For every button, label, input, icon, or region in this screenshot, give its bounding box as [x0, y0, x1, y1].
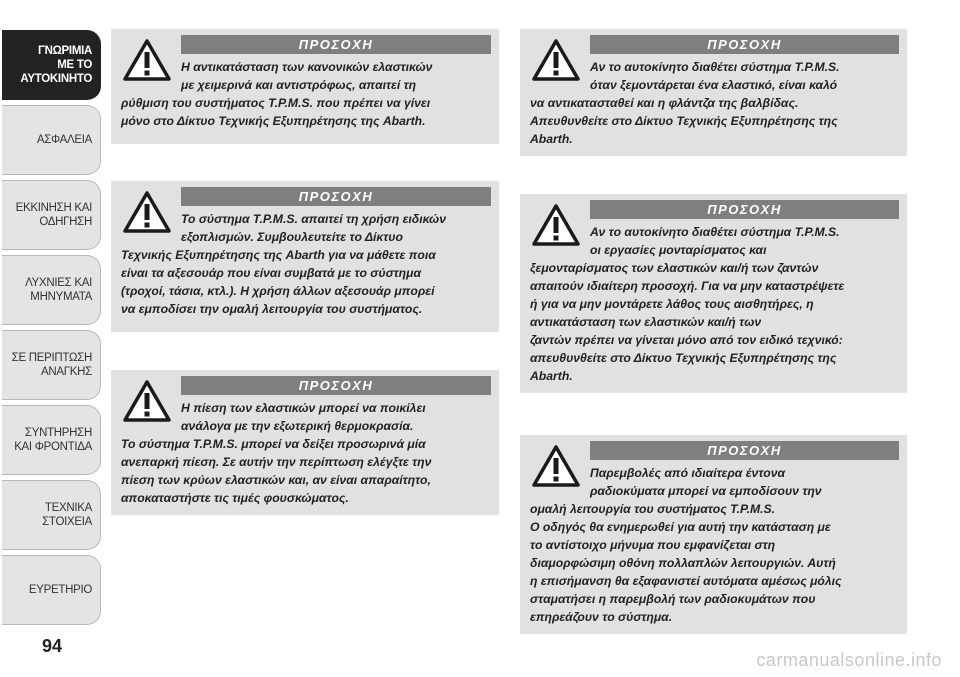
sidebar-tab-4[interactable] — [2, 255, 101, 325]
warning-line: ρύθμιση του συστήματος T.P.M.S. που πρέπει να γίνει — [121, 96, 431, 110]
warning-line: Ο οδηγός θα ενημερωθεί για αυτή την κατάσταση με — [530, 520, 831, 534]
warning-text — [530, 223, 899, 385]
sidebar-tab-5[interactable] — [2, 330, 101, 400]
warning-line: η επισήμανση θα εξαφανιστεί αυτόματα αμέσως μόλις — [530, 574, 842, 588]
warning-text — [530, 58, 899, 148]
warning-header: ΠΡΟΣΟΧΗ — [590, 35, 899, 54]
warning-header: ΠΡΟΣΟΧΗ — [590, 441, 899, 460]
warning-triangle-icon — [123, 39, 171, 81]
sidebar-tab-8[interactable] — [2, 555, 101, 625]
warning-line: Η αντικατάσταση των κανονικών ελαστικών — [181, 60, 433, 74]
sidebar-tab-3[interactable] — [2, 180, 101, 250]
sidebar-tab-label: ΕΥΡΕΤΗΡΙΟ — [28, 584, 92, 596]
watermark: carmanualsonline.info — [756, 650, 942, 670]
warning-box-1 — [111, 29, 499, 144]
warning-text — [530, 464, 899, 626]
warning-line: ζαντών πρέπει να γίνεται μόνο από τον ειδικό τεχνικό: — [530, 333, 843, 347]
sidebar-tab-label: ΣΤΟΙΧΕΙΑ — [42, 516, 92, 528]
warning-line: μόνο στο Δίκτυο Τεχνικής Εξυπηρέτησης της Abarth. — [121, 114, 426, 128]
warning-line: Abarth. — [530, 132, 573, 146]
warning-box-5 — [520, 194, 907, 393]
warning-header: ΠΡΟΣΟΧΗ — [181, 35, 491, 54]
sidebar-tab-label: ΓΝΩΡΙΜΙΑ — [38, 45, 92, 57]
warning-line: ή για να μην μοντάρετε λάθος τους αισθητήρες, η — [530, 297, 814, 311]
warning-line: επηρεάζουν το σύστημα. — [530, 610, 673, 624]
warning-box-4 — [520, 29, 907, 156]
warning-line: Αν το αυτοκίνητο διαθέτει σύστημα T.P.M.S. — [590, 60, 840, 74]
warning-triangle-icon — [123, 191, 171, 233]
warning-text — [121, 399, 491, 507]
warning-line: ανάλογα με την εξωτερική θερμοκρασία. — [181, 419, 414, 433]
sidebar-tab-7[interactable] — [2, 480, 101, 550]
sidebar-tab-label: ΤΕΧΝΙΚΑ — [44, 502, 92, 514]
warning-triangle-icon — [532, 204, 580, 246]
warning-line: Απευθυνθείτε στο Δίκτυο Τεχνικής Εξυπηρέτησης της — [530, 114, 838, 128]
warning-line: οι εργασίες μονταρίσματος και — [590, 243, 767, 257]
warning-line: Αν το αυτοκίνητο διαθέτει σύστημα T.P.M.S. — [590, 225, 840, 239]
sidebar-tab-label: ΕΚΚΙΝΗΣΗ ΚΑΙ — [15, 202, 92, 214]
warning-line: να αντικατασταθεί και η φλάντζα της βαλβίδας. — [530, 96, 799, 110]
warning-line: απαιτούν ιδιαίτερη προσοχή. Για να μην καταστρέψετε — [530, 279, 845, 293]
warning-line: Abarth. — [530, 369, 573, 383]
warning-box-6 — [520, 435, 907, 634]
page-number: 94 — [41, 636, 63, 656]
sidebar-tab-label: ΑΥΤΟΚΙΝΗΤΟ — [20, 73, 92, 85]
warning-line: εξοπλισμών. Συμβουλευτείτε το Δίκτυο — [181, 230, 403, 244]
warning-line: να εμποδίσει την ομαλή λειτουργία του συστήματος. — [121, 302, 423, 316]
warning-line: Παρεμβολές από ιδιαίτερα έντονα — [590, 466, 786, 480]
warning-box-2 — [111, 181, 499, 332]
sidebar-tab-label: ΚΑΙ ΦΡΟΝΤΙΔΑ — [14, 441, 92, 453]
sidebar-tab-label: ΑΝΑΓΚΗΣ — [41, 366, 92, 378]
sidebar-tab-label: ΑΣΦΑΛΕΙΑ — [36, 134, 92, 146]
sidebar-tab-label: ΟΔΗΓΗΣΗ — [39, 216, 92, 228]
warning-line: Η πίεση των ελαστικών μπορεί να ποικίλει — [181, 401, 426, 415]
warning-text — [121, 210, 491, 318]
warning-line: με χειμερινά και αντιστρόφως, απαιτεί τη — [181, 78, 417, 92]
warning-line: ομαλή λειτουργία του συστήματος T.P.M.S. — [530, 502, 776, 516]
warning-triangle-icon — [532, 39, 580, 81]
warning-triangle-icon — [123, 380, 171, 422]
sidebar-tab-6[interactable] — [2, 405, 101, 475]
warning-line: ξεμονταρίσματος των ελαστικών και/ή των ζαντών — [530, 261, 819, 275]
warning-line: διαμορφώσιμη οθόνη πολλαπλών λειτουργιών. Αυτή — [530, 556, 836, 570]
warning-line: το αντίστοιχο μήνυμα που εμφανίζεται στη — [530, 538, 776, 552]
warning-line: (τροχοί, τάσια, κτλ.). Η χρήση άλλων αξεσουάρ μπορεί — [121, 284, 435, 298]
warning-text — [121, 58, 491, 130]
warning-line: είναι τα αξεσουάρ που είναι συμβατά με το σύστημα — [121, 266, 422, 280]
warning-line: πίεση των κρύων ελαστικών και, αν είναι απαραίτητο, — [121, 473, 431, 487]
warning-line: αντικατάσταση των ελαστικών και/ή των — [530, 315, 762, 329]
warning-line: αποκαταστήστε τις τιμές φουσκώματος. — [121, 491, 349, 505]
warning-header: ΠΡΟΣΟΧΗ — [181, 187, 491, 206]
sidebar-tab-2[interactable] — [2, 105, 101, 175]
warning-line: Το σύστημα T.P.M.S. μπορεί να δείξει προσωρινά μία — [121, 437, 426, 451]
warning-line: Τεχνικής Εξυπηρέτησης της Abarth για να μάθετε ποια — [121, 248, 436, 262]
sidebar-tab-label: ΛΥΧΝΙΕΣ ΚΑΙ — [25, 277, 92, 289]
warning-line: Το σύστημα T.P.M.S. απαιτεί τη χρήση ειδικών — [181, 212, 447, 226]
chapter-sidebar — [0, 0, 103, 677]
warning-line: απευθυνθείτε στο Δίκτυο Τεχνικής Εξυπηρέτησης της — [530, 351, 837, 365]
warning-line: ραδιοκύματα μπορεί να εμποδίσουν την — [590, 484, 822, 498]
warning-triangle-icon — [532, 445, 580, 487]
warning-line: όταν ξεμοντάρεται ένα ελαστικό, είναι καλό — [590, 78, 838, 92]
warning-box-3 — [111, 370, 499, 515]
sidebar-tab-label: ΜΕ ΤΟ — [57, 59, 92, 71]
warning-line: σταματήσει η παρεμβολή των ραδιοκυμάτων που — [530, 592, 816, 606]
warning-line: ανεπαρκή πίεση. Σε αυτήν την περίπτωση ελέγξτε την — [121, 455, 432, 469]
sidebar-tab-label: ΜΗΝΥΜΑΤΑ — [30, 291, 92, 303]
sidebar-tab-1[interactable] — [2, 30, 101, 100]
warning-header: ΠΡΟΣΟΧΗ — [590, 200, 899, 219]
sidebar-tab-label: ΣΥΝΤΗΡΗΣΗ — [24, 427, 92, 439]
warning-header: ΠΡΟΣΟΧΗ — [181, 376, 491, 395]
sidebar-tab-label: ΣΕ ΠΕΡΙΠΤΩΣΗ — [11, 352, 92, 364]
